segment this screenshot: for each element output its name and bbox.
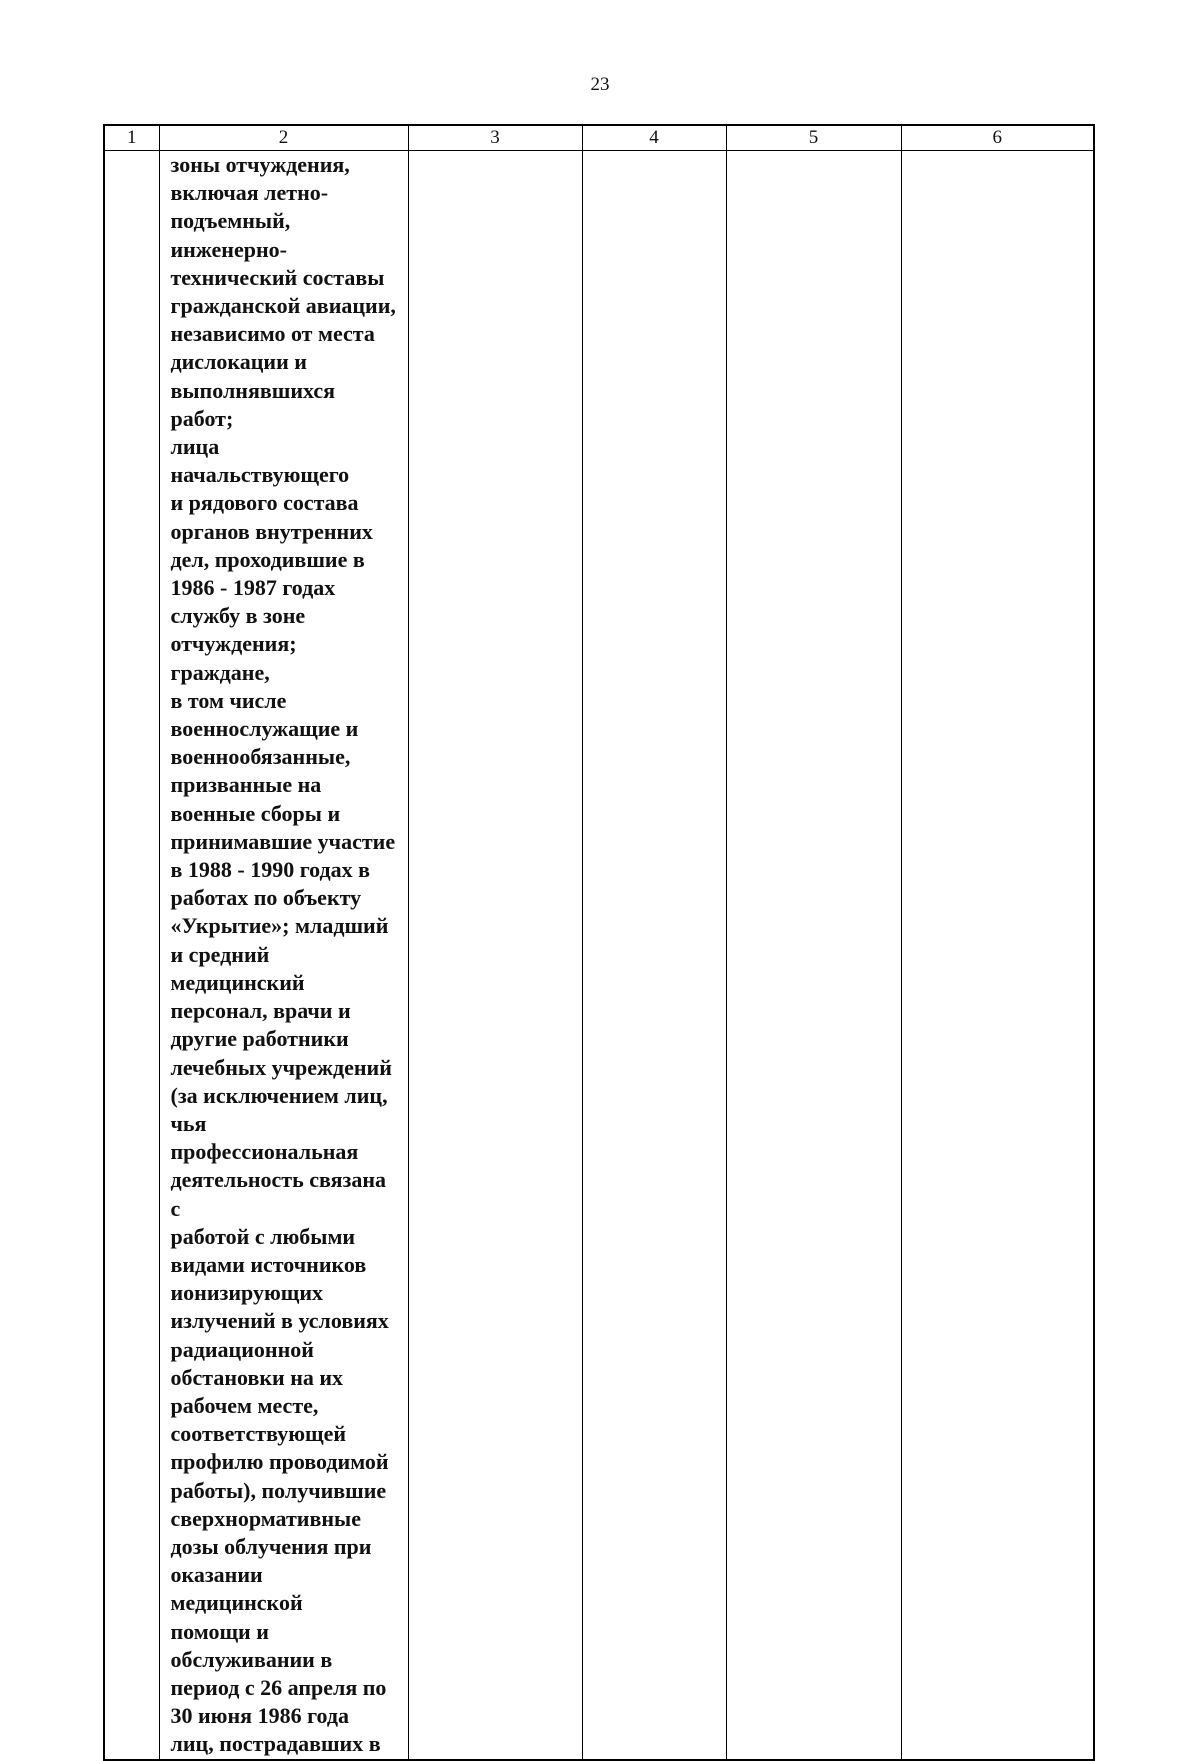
table-row [104,151,1094,1760]
page-number: 23 [590,74,610,95]
column-header-4: 4 [582,125,726,151]
column-header-2: 2 [159,125,408,151]
column-header-3: 3 [408,125,582,151]
column-header-5: 5 [726,125,901,151]
document-table [103,124,1095,1761]
cell-col-5 [726,151,901,1760]
column-header-6: 6 [901,125,1094,151]
cell-col-3 [408,151,582,1760]
cell-col-6 [901,151,1094,1760]
table-header-row [104,125,1094,151]
cell-col-2-description: зоны отчуждения, включая летно- подъемный, инженерно- технический составы гражданской авиации, независимо от места дислокации и выполнявшихся работ; лица начальствующего и рядового состава органов внутренних дел, проходившие в 1986 - 1987 годах службу в зоне отчуждения; граждане, в том числе военнослужащие и военнообязанные, призванные на военные сборы и принимавшие участие в 1988 - 1990 годах в работах по объекту «Укрытие»; младший и средний медицинский персонал, врачи и другие работники лечебных учреждений (за исключением лиц, чья профессиональная деятельность связана с работой с любыми видами источников ионизирующих излучений в условиях радиационной обстановки на их рабочем месте, соответствующей профилю проводимой работы), получившие сверхнормативные дозы облучения при оказании медицинской помощи и обслуживании в период с 26 апреля по 30 июня 1986 года лиц, пострадавших в [159,151,408,1760]
cell-col-1 [104,151,159,1760]
cell-col-4 [582,151,726,1760]
column-header-1: 1 [104,125,159,151]
